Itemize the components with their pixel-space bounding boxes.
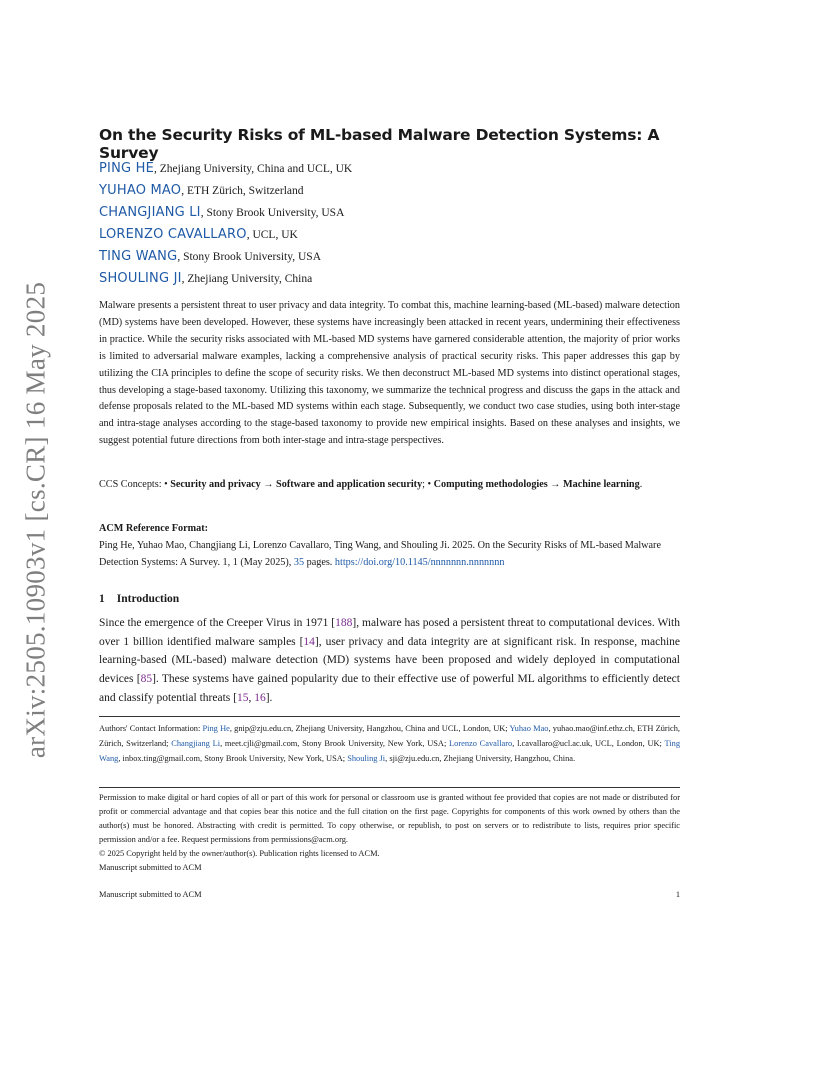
contact-author-link[interactable]: Changjiang Li bbox=[171, 739, 221, 749]
contact-author-link[interactable]: Lorenzo Cavallaro bbox=[449, 739, 513, 749]
section-title: Introduction bbox=[116, 593, 180, 605]
author-entry bbox=[99, 246, 680, 268]
contact-text: , meet.cjli@gmail.com, Stony Brook University, New York, USA; bbox=[220, 739, 450, 749]
page-footer bbox=[99, 890, 680, 899]
intro-text: ], user privacy and data integrity are at significant risk. In response, machine learning-based (ML-based) malware detection (MD) systems have been proposed and widely deployed in computational devices [ bbox=[99, 635, 680, 686]
intro-text: ]. bbox=[265, 691, 273, 704]
acm-reference-text: Ping He, Yuhao Mao, Changjiang Li, Lorenzo Cavallaro, Ting Wang, and Shouling Ji. 2025. On the Security Risks of ML-based Malware Detection Systems: A Survey. 1, 1 (May 2025), bbox=[99, 539, 661, 568]
author-entry bbox=[99, 158, 680, 180]
citation-link[interactable]: 15 bbox=[236, 691, 249, 704]
footnote-divider bbox=[99, 716, 680, 717]
citation-link[interactable]: 16 bbox=[254, 691, 266, 704]
manuscript-note: Manuscript submitted to ACM bbox=[99, 863, 202, 872]
intro-text: ]. These systems have gained popularity due to their effective use of powerful ML algorithms to efficiently detect and classify potential threats [ bbox=[99, 673, 680, 704]
ccs-end: . bbox=[639, 479, 643, 490]
author-name-link[interactable]: PING HE bbox=[99, 161, 154, 176]
author-affiliation: , Zhejiang University, China bbox=[181, 273, 313, 285]
author-entry bbox=[99, 202, 680, 224]
contact-text: , yuhao.mao@inf.ethz.ch, ETH Zürich, Zürich, Switzerland; bbox=[99, 724, 681, 749]
acm-reference-body bbox=[99, 538, 680, 572]
author-affiliation: , Stony Brook University, USA bbox=[200, 207, 345, 219]
intro-text: , bbox=[248, 691, 255, 704]
author-name-link[interactable]: SHOULING JI bbox=[99, 271, 182, 286]
introduction-paragraph bbox=[99, 614, 680, 708]
acm-reference-format bbox=[99, 521, 680, 572]
author-name-link[interactable]: YUHAO MAO bbox=[99, 183, 182, 198]
contact-text: , gnip@zju.edu.cn, Zhejiang University, Hangzhou, China and UCL, London, UK; bbox=[229, 724, 510, 733]
abstract: Malware presents a persistent threat to user privacy and data integrity. To combat this, machine learning-based (ML-based) malware detection (MD) systems have been developed. However, these systems have increasingly been attacked in recent years, undermining their effectiveness in practice. While the security risks associated with ML-based MD systems have garnered considerable attention, the majority of prior works is limited to adversarial malware examples, lacking a comprehensive analysis of practical security risks. This paper addresses this gap by utilizing the CIA principles to define the scope of security risks. We then deconstruct ML-based MD systems into distinct operational stages, thus developing a stage-based taxonomy. Utilizing this taxonomy, we summarize the technical progress and discuss the gaps in the attack and defense proposals related to the ML-based MD systems within each stage. Subsequently, we conduct two case studies, using both inter-stage and intra-stage analyses according to the stage-based taxonomy to provide new empirical insights. Based on these analyses and insights, we suggest potential future directions from both inter-stage and intra-stage perspectives. bbox=[99, 300, 680, 447]
page-number: 1 bbox=[675, 890, 680, 899]
permission-divider bbox=[99, 787, 680, 788]
arxiv-sidebar-stamp bbox=[18, 280, 54, 760]
contact-text: , inbox.ting@gmail.com, Stony Brook University, New York, USA; bbox=[118, 754, 348, 764]
section-heading-introduction bbox=[99, 593, 680, 605]
author-affiliation: , ETH Zürich, Switzerland bbox=[181, 185, 304, 197]
permission-notice bbox=[99, 791, 680, 875]
author-name-link[interactable]: LORENZO CAVALLARO bbox=[99, 227, 247, 242]
ccs-concept-ml: Computing methodologies → Machine learning bbox=[433, 479, 640, 490]
ccs-concepts bbox=[99, 477, 680, 494]
intro-text: ], malware has posed a persistent threat to computational devices. With over 1 billion identified malware samples [ bbox=[99, 617, 680, 648]
ccs-concept-security: Security and privacy → Software and application security bbox=[170, 479, 423, 490]
copyright-line: © 2025 Copyright held by the owner/author(s). Publication rights licensed to ACM. bbox=[99, 849, 380, 858]
author-affiliation: , UCL, UK bbox=[246, 229, 298, 241]
author-entry bbox=[99, 224, 680, 246]
footer-left-text: Manuscript submitted to ACM bbox=[99, 890, 202, 899]
section-number: 1 bbox=[99, 593, 105, 605]
pages-suffix: pages. bbox=[304, 556, 335, 568]
intro-text: Since the emergence of the Creeper Virus in 1971 [ bbox=[99, 617, 336, 629]
contact-text: , sji@zju.edu.cn, Zhejiang University, Hangzhou, China. bbox=[385, 754, 576, 764]
ccs-prefix: CCS Concepts: • bbox=[99, 479, 171, 490]
page-count-link[interactable]: 35 bbox=[293, 556, 305, 568]
author-entry bbox=[99, 268, 680, 290]
arxiv-id: arXiv:2505.10903v1 [cs.CR] 16 May 2025 bbox=[20, 281, 51, 759]
contact-author-link[interactable]: Ting Wang bbox=[99, 739, 681, 764]
citation-link[interactable]: 85 bbox=[140, 673, 153, 686]
contact-author-link[interactable]: Yuhao Mao bbox=[509, 724, 549, 733]
author-entry bbox=[99, 180, 680, 202]
acm-reference-heading: ACM Reference Format: bbox=[99, 523, 208, 534]
author-contact-info bbox=[99, 721, 680, 767]
permission-text: Permission to make digital or hard copies of all or part of this work for personal or classroom use is granted without fee provided that copies are not made or distributed for profit or commercial advantage and that copies bear this notice and the full citation on the first page. Copyrights for components of this work owned by others than the author(s) must be honored. Abstracting with credit is permitted. To copy otherwise, or republish, to post on servers or to redistribute to lists, requires prior specific permission and/or a fee. Request permissions from permissions@acm.org. bbox=[99, 793, 680, 844]
doi-link[interactable]: https://doi.org/10.1145/nnnnnnn.nnnnnnn bbox=[334, 556, 505, 568]
author-name-link[interactable]: TING WANG bbox=[99, 249, 178, 264]
contact-author-link[interactable]: Shouling Ji bbox=[347, 754, 386, 764]
paper-title: On the Security Risks of ML-based Malware Detection Systems: A Survey bbox=[99, 126, 660, 162]
contact-author-link[interactable]: Ping He bbox=[202, 724, 230, 733]
citation-link[interactable]: 188 bbox=[335, 617, 353, 629]
contact-text: Authors' Contact Information: bbox=[99, 724, 203, 733]
author-name-link[interactable]: CHANGJIANG LI bbox=[99, 205, 201, 220]
ccs-separator: ; • bbox=[422, 479, 434, 490]
author-list bbox=[99, 158, 680, 290]
contact-text: , l.cavallaro@ucl.ac.uk, UCL, London, UK; bbox=[512, 739, 665, 749]
author-affiliation: , Stony Brook University, USA bbox=[177, 251, 321, 263]
author-affiliation: , Zhejiang University, China and UCL, UK bbox=[154, 163, 353, 175]
citation-link[interactable]: 14 bbox=[303, 635, 315, 648]
